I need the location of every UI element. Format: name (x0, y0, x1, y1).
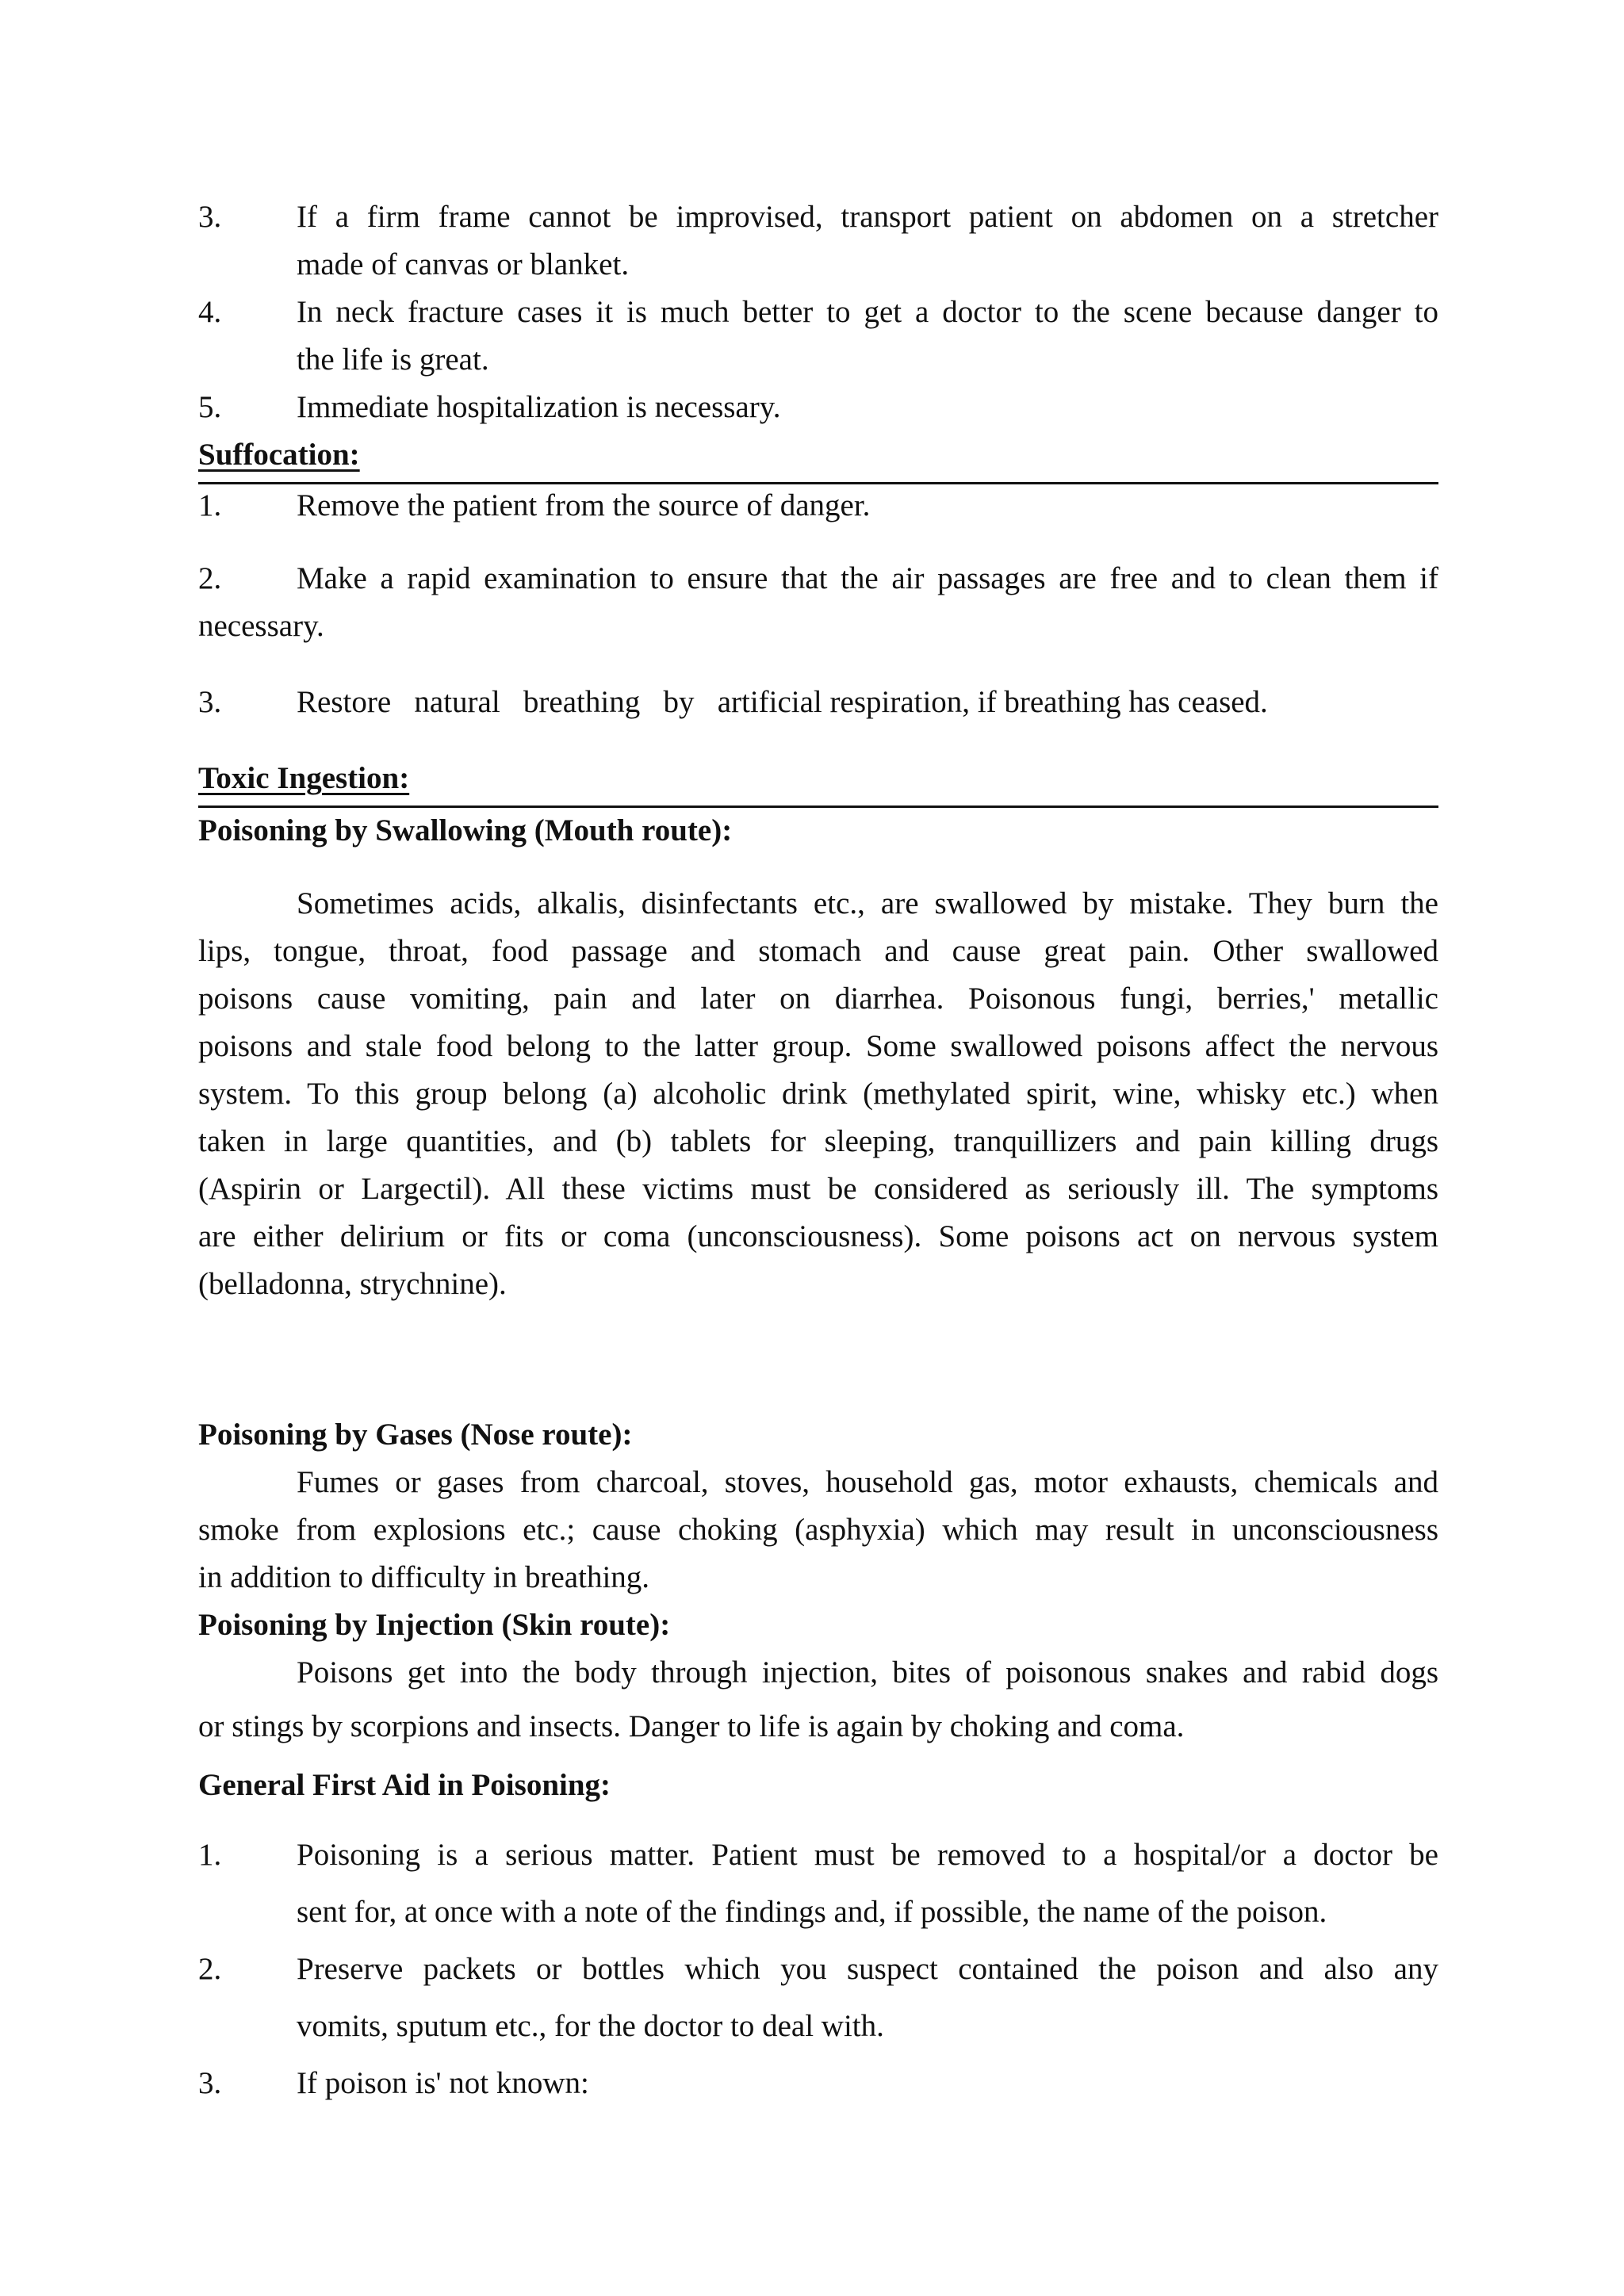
list-item-line: In neck fracture cases it is much better to get a doctor to the scene because danger to (297, 295, 1438, 329)
paragraph-line: or stings by scorpions and insects. Danger to life is again by choking and coma. (198, 1709, 1185, 1743)
list-number: 3. (198, 2066, 222, 2100)
paragraph-line: system. To this group belong (a) alcoholic drink (methylated spirit, wine, whisky etc.) when (198, 1077, 1438, 1111)
subheading-gases: Poisoning by Gases (Nose route): (198, 1418, 633, 1452)
list-number: 5. (198, 390, 222, 424)
paragraph-line: (Aspirin or Largectil). All these victims must be considered as seriously ill. The symptoms (198, 1172, 1438, 1206)
list-item-line: Make a rapid examination to ensure that the air passages are free and to clean them if (297, 561, 1438, 595)
section-heading-general-first-aid: General First Aid in Poisoning: (198, 1768, 611, 1802)
list-item-line: sent for, at once with a note of the findings and, if possible, the name of the poison. (297, 1895, 1327, 1929)
section-heading-suffocation: Suffocation: (198, 438, 360, 472)
list-item-line: vomits, sputum etc., for the doctor to deal with. (297, 2009, 884, 2043)
paragraph-line: smoke from explosions etc.; cause choking (asphyxia) which may result in unconsciousness (198, 1513, 1438, 1547)
list-item-line: If a firm frame cannot be improvised, transport patient on abdomen on a stretcher (297, 200, 1438, 234)
subheading-swallowing: Poisoning by Swallowing (Mouth route): (198, 813, 733, 848)
paragraph-line: (belladonna, strychnine). (198, 1267, 507, 1301)
list-number: 3. (198, 200, 222, 234)
list-number: 1. (198, 488, 222, 522)
list-item-line: Restore natural breathing by artificial respiration, if breathing has ceased. (297, 685, 1268, 719)
paragraph-line: taken in large quantities, and (b) tablets for sleeping, tranquillizers and pain killing drugs (198, 1124, 1438, 1158)
subheading-injection: Poisoning by Injection (Skin route): (198, 1608, 671, 1642)
paragraph-line: Poisons get into the body through injection, bites of poisonous snakes and rabid dogs (297, 1655, 1438, 1689)
list-number: 1. (198, 1838, 222, 1872)
paragraph-line: in addition to difficulty in breathing. (198, 1560, 650, 1594)
paragraph-line: lips, tongue, throat, food passage and stomach and cause great pain. Other swallowed (198, 934, 1438, 968)
paragraph-line: Sometimes acids, alkalis, disinfectants etc., are swallowed by mistake. They burn the (297, 886, 1438, 920)
list-number: 2. (198, 1952, 222, 1986)
list-number: 3. (198, 685, 222, 719)
paragraph-line: poisons cause vomiting, pain and later on diarrhea. Poisonous fungi, berries,' metallic (198, 982, 1438, 1016)
list-item-line: the life is great. (297, 342, 489, 377)
list-item-line: If poison is' not known: (297, 2066, 589, 2100)
section-heading-toxic-ingestion: Toxic Ingestion: (198, 761, 410, 795)
paragraph-line: poisons and stale food belong to the latter group. Some swallowed poisons affect the nervous (198, 1029, 1438, 1063)
list-item-line: Preserve packets or bottles which you suspect contained the poison and also any (297, 1952, 1438, 1986)
list-item-line: Immediate hospitalization is necessary. (297, 390, 781, 424)
paragraph-line: are either delirium or fits or coma (unconsciousness). Some poisons act on nervous system (198, 1219, 1438, 1253)
paragraph-line: Fumes or gases from charcoal, stoves, household gas, motor exhausts, chemicals and (297, 1465, 1438, 1499)
list-number: 4. (198, 295, 222, 329)
list-item-line: made of canvas or blanket. (297, 247, 630, 281)
list-item-line: necessary. (198, 609, 324, 643)
list-number: 2. (198, 561, 222, 595)
list-item-line: Poisoning is a serious matter. Patient must be removed to a hospital/or a doctor be (297, 1838, 1438, 1872)
list-item-line: Remove the patient from the source of danger. (297, 488, 871, 522)
